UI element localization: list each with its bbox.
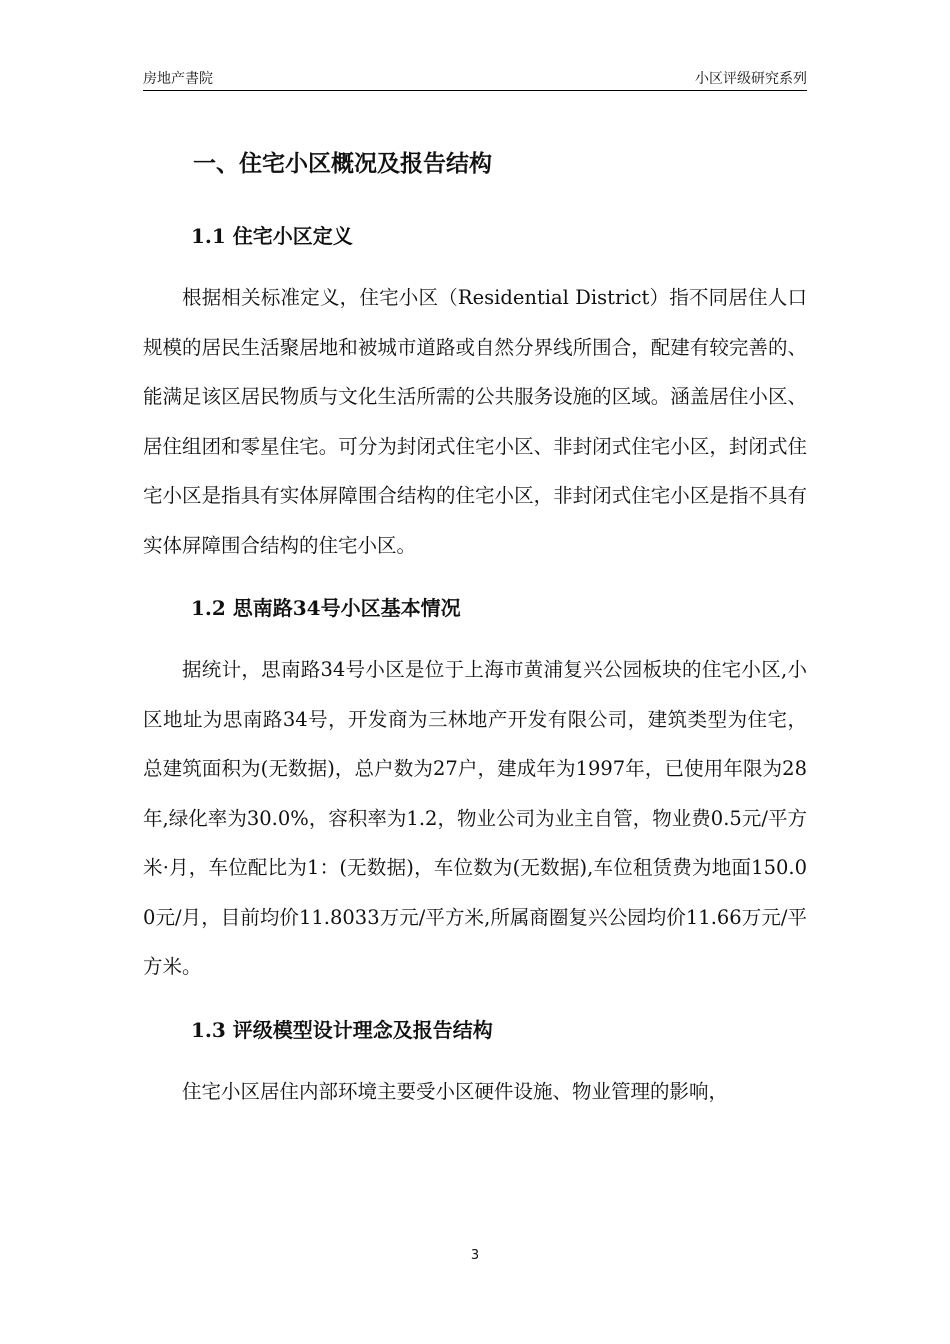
section-title: 一、住宅小区概况及报告结构 [193, 150, 492, 177]
page-header [143, 66, 807, 91]
paragraph-definition: 根据相关标准定义，住宅小区（Residential District）指不同居住人口规模的居民生活聚居地和被城市道路或自然分界线所围合，配建有较完善的、能满足该区居民物质与文化生活所需的公共服务设施的区域。涵盖居住小区、居住组团和零星住宅。可分为封闭式住宅小区、非封闭式住宅小区，封闭式住宅小区是指具有实体屏障围合结构的住宅小区，非封闭式住宅小区是指不具有实体屏障围合结构的住宅小区。 [143, 286, 807, 557]
header-publisher: 房地产書院 [143, 71, 213, 87]
page-number: 3 [470, 1248, 480, 1263]
subsection-heading-1-2: 1.2 思南路34号小区基本情况 [191, 596, 461, 620]
subsection-heading-1-1: 1.1 住宅小区定义 [191, 224, 353, 248]
paragraph-model-design: 住宅小区居住内部环境主要受小区硬件设施、物业管理的影响， [182, 1079, 729, 1103]
page-content [143, 138, 807, 1116]
subsection-heading-1-3: 1.3 评级模型设计理念及报告结构 [191, 1017, 493, 1042]
paragraph-basic-info: 据统计，思南路34号小区是位于上海市黄浦复兴公园板块的住宅小区,小区地址为思南路34号，开发商为三林地产开发有限公司，建筑类型为住宅，总建筑面积为(无数据)，总户数为27户，建成年为1997年，已使用年限为28年,绿化率为30.0%，容积率为1.2，物业公司为业主自管，物业费0.5元/平方米·月，车位配比为1：(无数据)，车位数为(无数据),车位租赁费为地面150.00元/月，目前均价11.8033万元/平方米,所属商圈复兴公园均价11.66万元/平方米。 [143, 658, 807, 978]
header-series-title: 小区评级研究系列 [695, 71, 807, 87]
